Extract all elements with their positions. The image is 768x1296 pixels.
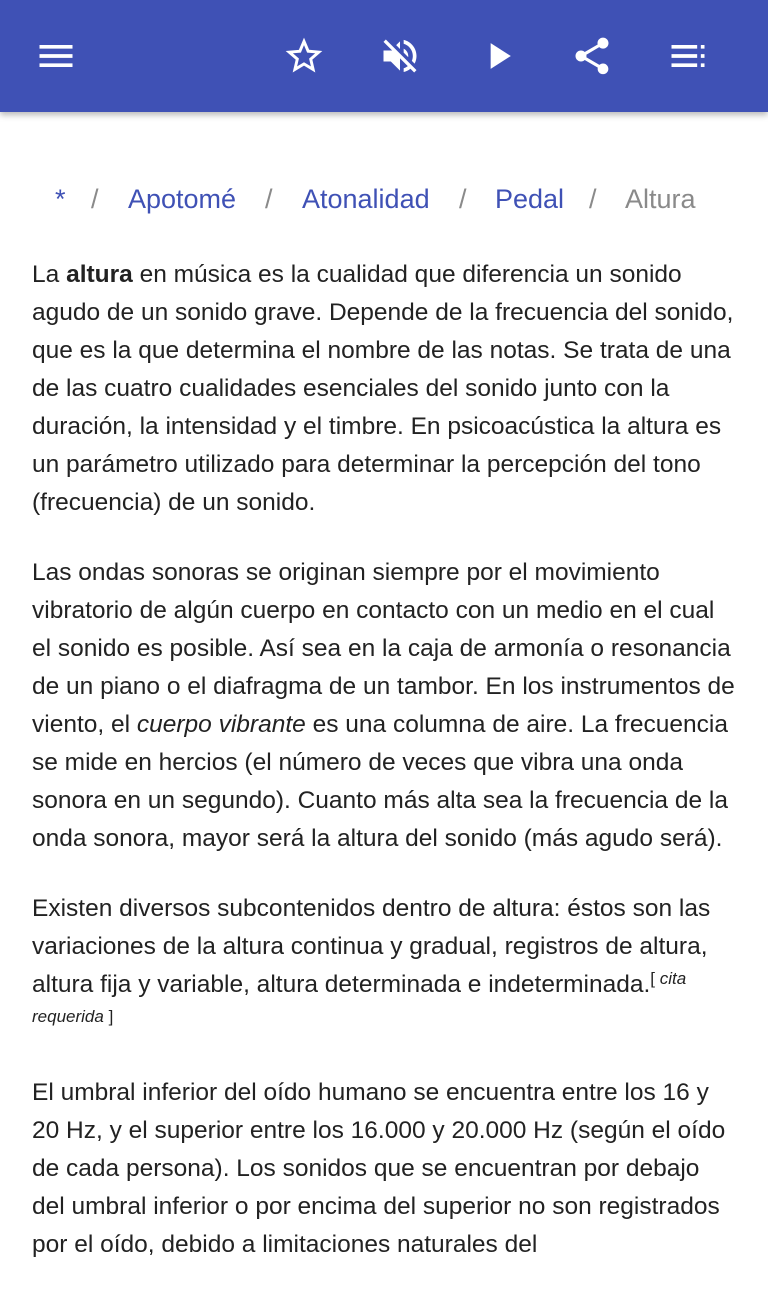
breadcrumb-separator: / xyxy=(589,184,597,214)
citation-text: cita requerida xyxy=(32,969,687,1026)
paragraph-3 xyxy=(32,890,736,1042)
star-outline-icon xyxy=(282,34,326,78)
term-italic: cuerpo vibrante xyxy=(136,711,306,738)
article-body xyxy=(32,256,736,1296)
breadcrumb-item-atonalidad[interactable]: Atonalidad xyxy=(302,184,430,214)
breadcrumb-separator: / xyxy=(265,184,273,214)
breadcrumb-separator: / xyxy=(459,184,467,214)
paragraph-text: La xyxy=(32,261,67,288)
app-toolbar xyxy=(0,0,768,112)
paragraph-text: Las ondas sonoras se originan siempre por el movimiento vibratorio de algún cuerpo en contacto con un medio en el cual el sonido es posible. Así sea en la caja de armonía o resonancia de un piano o el diafragma de un tambor. En los instrumentos de viento, el xyxy=(32,559,735,738)
breadcrumb xyxy=(0,176,768,222)
breadcrumb-item-home[interactable]: * xyxy=(55,184,66,214)
paragraph-text: es una columna de aire. La frecuencia se mide en hercios (el número de veces que vibra una onda sonora en un segundo). Cuanto más alta sea la frecuencia de la onda sonora, mayor será la altura del sonido (más agudo será). xyxy=(32,711,728,852)
play-icon xyxy=(476,34,520,78)
citation-bracket: ] xyxy=(108,1007,114,1026)
paragraph-text: Existen diversos subcontenidos dentro de altura: éstos son las variaciones de la altura continua y gradual, registros de altura, altura fija y variable, altura determinada e indeterminada. xyxy=(32,895,711,998)
share-button[interactable] xyxy=(564,28,620,84)
breadcrumb-item-apotome[interactable]: Apotomé xyxy=(128,184,237,214)
play-button[interactable] xyxy=(470,28,526,84)
favorite-button[interactable] xyxy=(276,28,332,84)
playlist-button[interactable] xyxy=(660,28,716,84)
paragraph-2 xyxy=(32,554,736,858)
volume-off-icon xyxy=(378,34,422,78)
paragraph-4 xyxy=(32,1074,736,1264)
paragraph-1 xyxy=(32,256,736,522)
term-bold: altura xyxy=(66,261,133,288)
share-icon xyxy=(570,34,614,78)
playlist-icon xyxy=(666,34,710,78)
menu-icon xyxy=(34,34,78,78)
menu-button[interactable] xyxy=(28,28,84,84)
citation-bracket: [ xyxy=(650,969,656,988)
breadcrumb-current: Altura xyxy=(625,184,696,214)
breadcrumb-separator: / xyxy=(91,184,99,214)
paragraph-text: El umbral inferior del oído humano se encuentra entre los 16 y 20 Hz, y el superior entre los 16.000 y 20.000 Hz (según el oído de cada persona). Los sonidos que se encuentran por debajo del umbral inferior o por encima del superior no son registrados por el oído, debido a limitaciones naturales del xyxy=(32,1079,726,1258)
breadcrumb-item-pedal[interactable]: Pedal xyxy=(495,184,565,214)
mute-button[interactable] xyxy=(372,28,428,84)
paragraph-text: en música es la cualidad que diferencia un sonido agudo de un sonido grave. Depende de la frecuencia del sonido, que es la que determina el nombre de las notas. Se trata de una de las cuatro cualidades esenciales del sonido junto con la duración, la intensidad y el timbre. En psicoacústica la altura es un parámetro utilizado para determinar la percepción del tono (frecuencia) de un sonido. xyxy=(32,261,734,516)
